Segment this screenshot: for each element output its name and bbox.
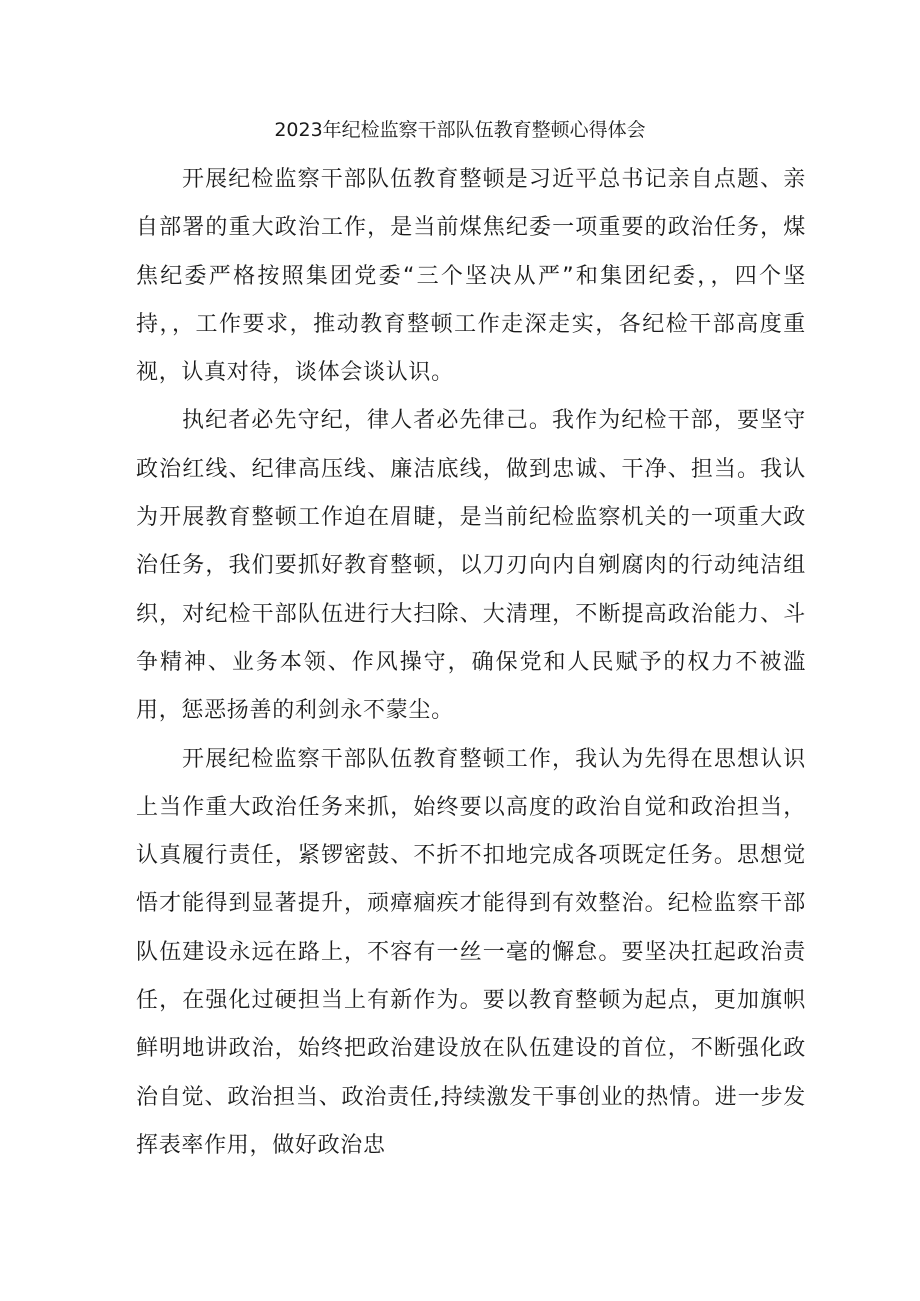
document-body <box>136 156 806 1170</box>
document-title: 2023年纪检监察干部队伍教育整顿心得体会 <box>274 119 646 141</box>
paragraph-2: 执纪者必先守纪，律人者必先律己。我作为纪检干部，要坚守政治红线、纪律高压线、廉洁底线，做到忠诚、干净、担当。我认为开展教育整顿工作迫在眉睫，是当前纪检监察机关的一项重大政治任务，我们要抓好教育整顿，以刀刃向内自剜腐肉的行动纯洁组织，对纪检干部队伍进行大扫除、大清理，不断提高政治能力、斗争精神、业务本领、作风操守，确保党和人民赋予的权力不被滥用，惩恶扬善的利剑永不蒙尘。 <box>136 408 806 724</box>
paragraph-1: 开展纪检监察干部队伍教育整顿是习近平总书记亲自点题、亲自部署的重大政治工作，是当前煤焦纪委一项重要的政治任务，煤焦纪委严格按照集团党委“三个坚决从严”和集团纪委，，四个坚持，，工作要求，推动教育整顿工作走深走实，各纪检干部高度重视，认真对待，谈体会谈认识。 <box>136 167 806 386</box>
paragraph-3: 开展纪检监察干部队伍教育整顿工作，我认为先得在思想认识上当作重大政治任务来抓，始终要以高度的政治自觉和政治担当，认真履行责任，紧锣密鼓、不折不扣地完成各项既定任务。思想觉悟才能得到显著提升，顽瘴痼疾才能得到有效整治。纪检监察干部队伍建设永远在路上，不容有一丝一毫的懈怠。要坚决扛起政治责任，在强化过硬担当上有新作为。要以教育整顿为起点，更加旗帜鲜明地讲政治，始终把政治建设放在队伍建设的首位，不断强化政治自觉、政治担当、政治责任,持续激发干事创业的热情。进一步发挥表率作用，做好政治忠 <box>136 746 806 1158</box>
